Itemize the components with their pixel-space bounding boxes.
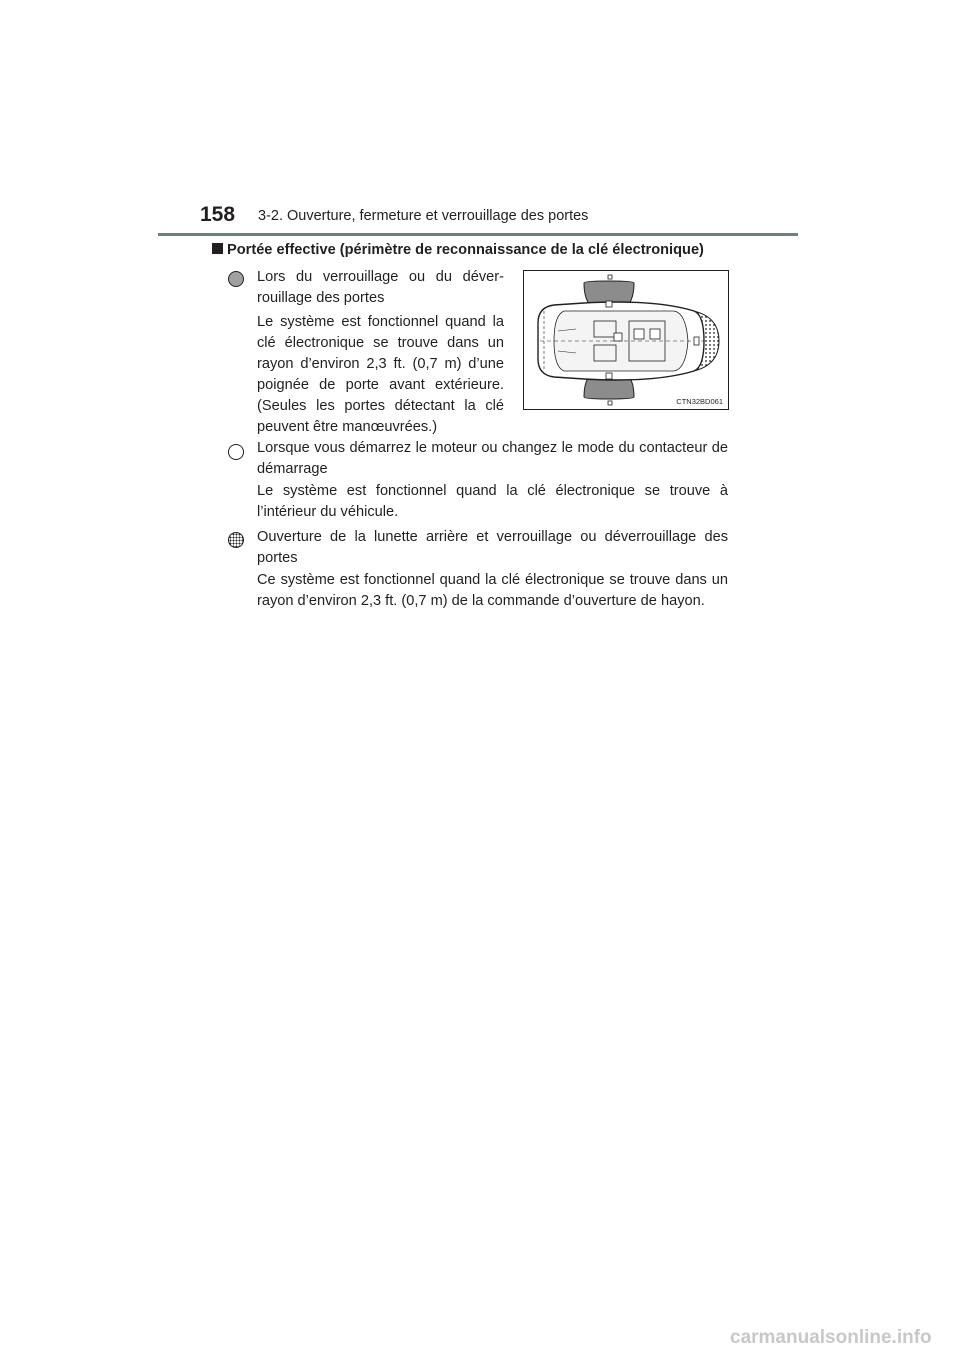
- page-number: 158: [200, 203, 236, 226]
- item-2-body: Le système est fonctionnel quand la clé électronique se trouve à l’intérieur du véhicule.: [257, 483, 728, 520]
- watermark: carmanualsonline.info: [730, 1327, 932, 1348]
- white-circle-icon: [228, 444, 244, 460]
- item-1-heading: Lors du verrouillage ou du déver-rouillage des portes: [257, 269, 504, 306]
- item-3-heading: Ouverture de la lunette arrière et verrouillage ou déverrouillage des portes: [257, 529, 728, 566]
- item-2-heading: Lorsque vous démarrez le moteur ou changez le mode du contacteur de démarrage: [257, 440, 728, 477]
- item-3-body: Ce système est fonctionnel quand la clé électronique se trouve dans un rayon d’environ 2,3 ft. (0,7 m) de la commande d’ouverture de hayon.: [257, 572, 728, 609]
- car-body: [538, 302, 704, 380]
- gray-filled-circle-icon: [228, 271, 244, 287]
- header-rule: [158, 233, 798, 236]
- chapter-title: 3-2. Ouverture, fermeture et verrouillage des portes: [258, 208, 589, 224]
- vehicle-top-view-diagram: [524, 271, 728, 409]
- item-1-body: Le système est fonctionnel quand la clé électronique se trouve dans un rayon d’environ 2,3 ft. (0,7 m) d’une poignée de porte avant extérieure. (Seules les portes détectant la clé peuvent être manœuvrées.): [257, 314, 504, 435]
- dotted-circle-icon: [228, 532, 244, 548]
- square-bullet-icon: [212, 243, 223, 254]
- vehicle-detection-range-figure: [523, 270, 729, 410]
- figure-code: CTN32BD061: [676, 397, 723, 406]
- section-title: [212, 242, 704, 258]
- section-title-text: Portée effective (périmètre de reconnaissance de la clé électronique): [227, 242, 704, 258]
